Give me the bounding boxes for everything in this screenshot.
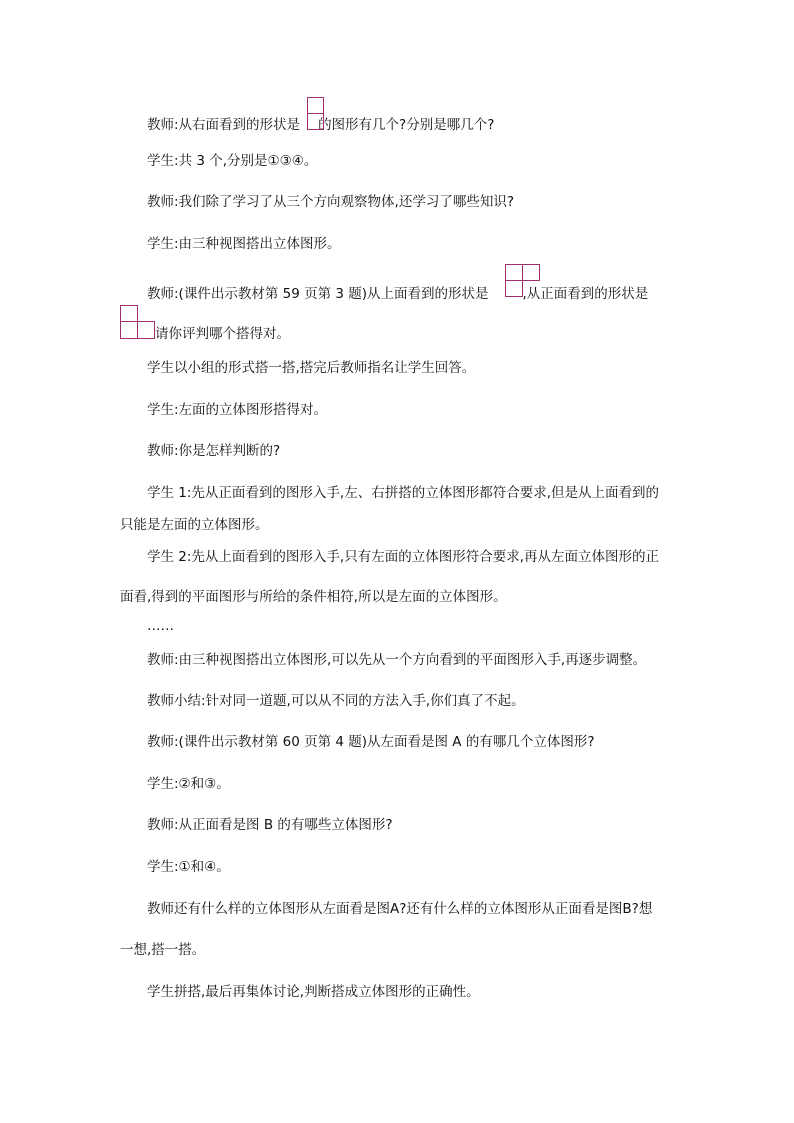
text-line: 教师:我们除了学习了从三个方向观察物体,还学习了哪些知识? — [147, 194, 515, 210]
text-line: 教师:(课件出示教材第 60 页第 4 题)从左面看是图 A 的有哪几个立体图形? — [147, 734, 595, 750]
text-line: 教师还有什么样的立体图形从左面看是图A?还有什么样的立体图形从正面看是图B?想 — [147, 901, 653, 917]
text-line — [147, 285, 648, 303]
text-segment: ,从正面看到的形状是 — [522, 286, 649, 302]
text-line: 学生 2:先从上面看到的图形入手,只有左面的立体图形符合要求,再从左面立体图形的正 — [147, 549, 660, 565]
text-segment: 的图形有几个?分别是哪几个? — [318, 117, 495, 133]
text-line: 请你评判哪个搭得对。 — [155, 326, 290, 342]
text-line: 学生:共 3 个,分别是①③④。 — [147, 153, 318, 169]
text-line: 面看,得到的平面图形与所给的条件相符,所以是左面的立体图形。 — [120, 589, 507, 605]
text-line: 只能是左面的立体图形。 — [120, 517, 269, 533]
text-line: 一想,搭一搭。 — [120, 942, 206, 958]
text-line: 学生:②和③。 — [147, 776, 230, 792]
text-segment: 教师:从右面看到的形状是 — [147, 117, 301, 133]
text-line: 教师小结:针对同一道题,可以从不同的方法入手,你们真了不起。 — [147, 693, 525, 709]
text-line: 教师:从正面看是图 B 的有哪些立体图形? — [147, 817, 393, 833]
text-segment: 教师:(课件出示教材第 59 页第 3 题)从上面看到的形状是 — [147, 286, 489, 302]
text-line: …… — [147, 618, 174, 634]
text-line: 学生:由三种视图搭出立体图形。 — [147, 236, 341, 252]
text-line: 学生:左面的立体图形搭得对。 — [147, 402, 328, 418]
text-line: 学生 1:先从正面看到的图形入手,左、右拼搭的立体图形都符合要求,但是从上面看到的 — [147, 485, 660, 501]
text-line: 教师:由三种视图搭出立体图形,可以先从一个方向看到的平面图形入手,再逐步调整。 — [147, 652, 647, 668]
text-line: 学生拼搭,最后再集体讨论,判断搭成立体图形的正确性。 — [147, 984, 480, 1000]
text-line: 学生以小组的形式搭一搭,搭完后教师指名让学生回答。 — [147, 360, 476, 376]
text-line: 学生:①和④。 — [147, 859, 230, 875]
text-line: 教师:你是怎样判断的? — [147, 443, 281, 459]
